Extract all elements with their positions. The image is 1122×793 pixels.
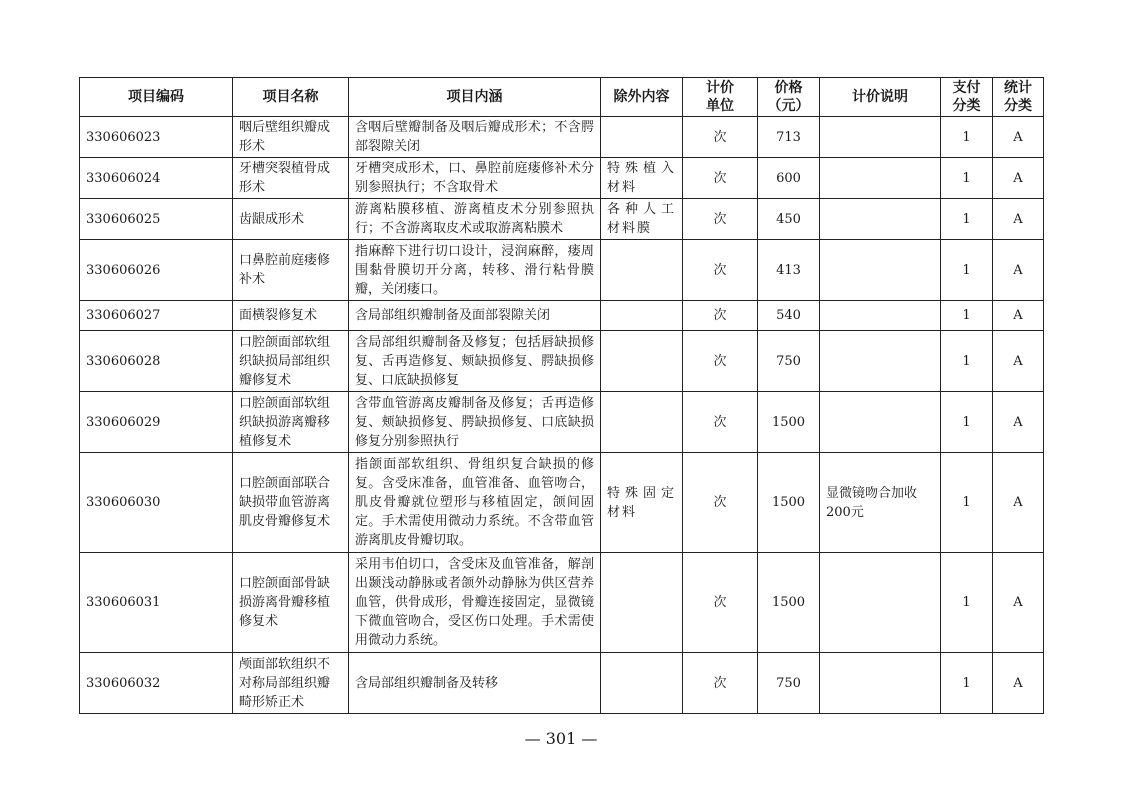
cell-unit: 次: [683, 301, 758, 331]
cell-name: 牙槽突裂植骨成形术: [233, 158, 349, 199]
cell-note: [820, 301, 941, 331]
cell-unit: 次: [683, 553, 758, 653]
table-row: [80, 453, 1044, 553]
cell-pay: 1: [941, 553, 993, 653]
header-price: 价格 （元）: [758, 78, 820, 117]
cell-content: 游离粘膜移植、游离植皮术分别参照执行；不含游离取皮术或取游离粘膜术: [349, 199, 601, 240]
cell-name: 口腔颌面部软组织缺损游离瓣移植修复术: [233, 392, 349, 453]
cell-content: 指麻醉下进行切口设计，浸润麻醉，瘘周围黏骨膜切开分离，转移、滑行粘骨膜瓣，关闭瘘口。: [349, 240, 601, 301]
cell-exclusion: [601, 392, 683, 453]
cell-content: 指颌面部软组织、骨组织复合缺损的修复。含受床准备，血管准备、血管吻合，肌皮骨瓣就位塑形与移植固定，颌间固定。手术需使用微动力系统。不含带血管游离肌皮骨瓣切取。: [349, 453, 601, 553]
cell-name: 齿龈成形术: [233, 199, 349, 240]
cell-content: 牙槽突成形术，口、鼻腔前庭瘘修补术分别参照执行；不含取骨术: [349, 158, 601, 199]
cell-stat: A: [993, 453, 1044, 553]
cell-code: 330606023: [80, 117, 233, 158]
header-name: 项目名称: [233, 78, 349, 117]
cell-exclusion: [601, 653, 683, 714]
cell-stat: A: [993, 240, 1044, 301]
table-row: [80, 331, 1044, 392]
cell-unit: 次: [683, 199, 758, 240]
cell-note: [820, 653, 941, 714]
cell-note: 显微镜吻合加收200元: [820, 453, 941, 553]
cell-price: 713: [758, 117, 820, 158]
cell-name: 口腔颌面部联合缺损带血管游离肌皮骨瓣修复术: [233, 453, 349, 553]
cell-content: 含带血管游离皮瓣制备及修复；舌再造修复、颊缺损修复、腭缺损修复、口底缺损修复分别参照执行: [349, 392, 601, 453]
cell-code: 330606030: [80, 453, 233, 553]
table-row: [80, 158, 1044, 199]
header-content: 项目内涵: [349, 78, 601, 117]
cell-pay: 1: [941, 453, 993, 553]
table-row: [80, 653, 1044, 714]
cell-unit: 次: [683, 392, 758, 453]
cell-note: [820, 117, 941, 158]
cell-note: [820, 392, 941, 453]
cell-note: [820, 158, 941, 199]
header-code: 项目编码: [80, 78, 233, 117]
cell-price: 450: [758, 199, 820, 240]
cell-note: [820, 553, 941, 653]
cell-code: 330606028: [80, 331, 233, 392]
header-note: 计价说明: [820, 78, 941, 117]
cell-exclusion: [601, 240, 683, 301]
cell-name: 颅面部软组织不对称局部组织瓣畸形矫正术: [233, 653, 349, 714]
table-row: [80, 199, 1044, 240]
cell-pay: 1: [941, 392, 993, 453]
cell-code: 330606025: [80, 199, 233, 240]
cell-unit: 次: [683, 240, 758, 301]
cell-content: 含局部组织瓣制备及转移: [349, 653, 601, 714]
table-header-row: [80, 78, 1044, 117]
cell-name: 咽后壁组织瓣成形术: [233, 117, 349, 158]
cell-price: 1500: [758, 392, 820, 453]
cell-pay: 1: [941, 331, 993, 392]
cell-stat: A: [993, 331, 1044, 392]
cell-content: 含咽后壁瓣制备及咽后瓣成形术；不含腭部裂隙关闭: [349, 117, 601, 158]
table-row: [80, 553, 1044, 653]
cell-unit: 次: [683, 453, 758, 553]
cell-stat: A: [993, 117, 1044, 158]
cell-pay: 1: [941, 240, 993, 301]
cell-pay: 1: [941, 117, 993, 158]
page-number: — 301 —: [524, 729, 598, 748]
cell-unit: 次: [683, 653, 758, 714]
cell-pay: 1: [941, 301, 993, 331]
cell-unit: 次: [683, 158, 758, 199]
cell-price: 1500: [758, 453, 820, 553]
table-row: [80, 240, 1044, 301]
cell-code: 330606032: [80, 653, 233, 714]
cell-name: 口鼻腔前庭瘘修补术: [233, 240, 349, 301]
cell-unit: 次: [683, 117, 758, 158]
cell-exclusion: [601, 117, 683, 158]
cell-exclusion: 特殊植入材料: [601, 158, 683, 199]
cell-code: 330606029: [80, 392, 233, 453]
cell-exclusion: 特殊固定材料: [601, 453, 683, 553]
cell-stat: A: [993, 553, 1044, 653]
cell-price: 540: [758, 301, 820, 331]
cell-pay: 1: [941, 199, 993, 240]
cell-price: 413: [758, 240, 820, 301]
header-stat: 统计 分类: [993, 78, 1044, 117]
cell-stat: A: [993, 653, 1044, 714]
cell-price: 600: [758, 158, 820, 199]
cell-name: 口腔颌面部软组织缺损局部组织瓣修复术: [233, 331, 349, 392]
table-row: [80, 301, 1044, 331]
cell-price: 1500: [758, 553, 820, 653]
cell-note: [820, 240, 941, 301]
cell-exclusion: 各种人工材料膜: [601, 199, 683, 240]
cell-content: 采用韦伯切口，含受床及血管准备，解剖出颞浅动静脉或者颌外动静脉为供区营养血管，供骨成形，骨瓣连接固定，显微镜下微血管吻合，受区伤口处理。手术需使用微动力系统。: [349, 553, 601, 653]
header-unit: 计价 单位: [683, 78, 758, 117]
cell-name: 口腔颌面部骨缺损游离骨瓣移植修复术: [233, 553, 349, 653]
cell-content: 含局部组织瓣制备及修复；包括唇缺损修复、舌再造修复、颊缺损修复、腭缺损修复、口底缺损修复: [349, 331, 601, 392]
cell-note: [820, 331, 941, 392]
header-exclusion: 除外内容: [601, 78, 683, 117]
cell-code: 330606027: [80, 301, 233, 331]
cell-stat: A: [993, 199, 1044, 240]
cell-content: 含局部组织瓣制备及面部裂隙关闭: [349, 301, 601, 331]
fee-schedule-table: [79, 77, 1044, 714]
cell-exclusion: [601, 553, 683, 653]
cell-note: [820, 199, 941, 240]
cell-stat: A: [993, 158, 1044, 199]
table-row: [80, 392, 1044, 453]
cell-name: 面横裂修复术: [233, 301, 349, 331]
cell-code: 330606026: [80, 240, 233, 301]
cell-pay: 1: [941, 158, 993, 199]
header-pay: 支付 分类: [941, 78, 993, 117]
cell-stat: A: [993, 392, 1044, 453]
cell-pay: 1: [941, 653, 993, 714]
cell-price: 750: [758, 331, 820, 392]
cell-price: 750: [758, 653, 820, 714]
table-row: [80, 117, 1044, 158]
cell-code: 330606031: [80, 553, 233, 653]
cell-exclusion: [601, 301, 683, 331]
cell-exclusion: [601, 331, 683, 392]
cell-unit: 次: [683, 331, 758, 392]
cell-code: 330606024: [80, 158, 233, 199]
cell-stat: A: [993, 301, 1044, 331]
